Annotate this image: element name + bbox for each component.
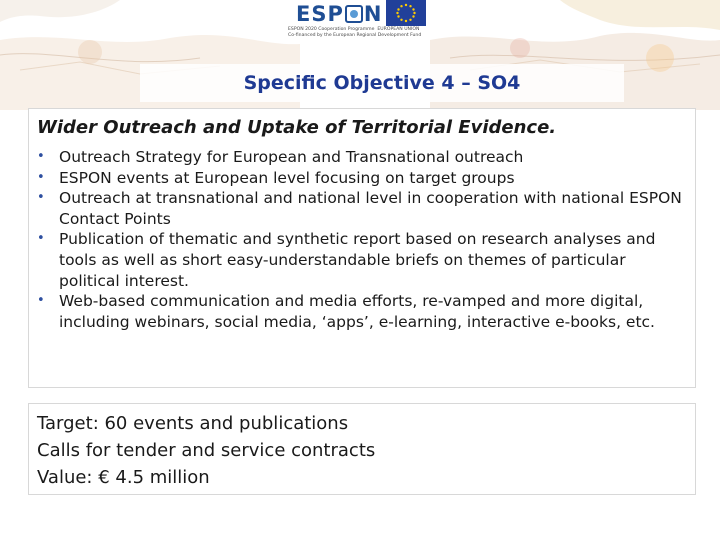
bullet-text: Web-based communication and media efforts, re-vamped and more digital, including webinars, social media, ‘apps’, e-learning, interactive e-books, etc. [59, 292, 655, 331]
bullet-text: Publication of thematic and synthetic report based on research analyses and tools as well as short easy-understandable briefs on themes of particular political interest. [59, 230, 656, 290]
title-band [140, 64, 624, 102]
bullet-text: ESPON events at European level focusing on target groups [59, 168, 515, 187]
eu-flag-icon [386, 0, 426, 26]
eu-label: EUROPEAN UNION [377, 27, 420, 32]
list-item [29, 147, 689, 168]
bullet-icon: • [37, 231, 45, 247]
target-line: Target: 60 events and publications [37, 413, 349, 434]
programme-line-1: ESPON 2020 Cooperation Programme [288, 27, 375, 32]
objectives-panel [28, 108, 696, 388]
bullet-icon: • [37, 149, 45, 164]
summary-lines [37, 410, 375, 491]
bullet-text: Outreach Strategy for European and Transnational outreach [59, 148, 524, 166]
summary-panel [28, 403, 696, 495]
logo-caption [288, 27, 421, 39]
espon-logo [268, 0, 428, 44]
bullet-icon: • [37, 293, 45, 309]
section-heading: Wider Outreach and Uptake of Territorial Evidence. [37, 117, 557, 138]
logo-text-right: N [363, 2, 383, 26]
calls-line: Calls for tender and service contracts [37, 440, 376, 461]
bullet-icon: • [37, 190, 45, 206]
list-item [29, 229, 689, 291]
logo-wordmark [296, 2, 382, 26]
slide-title: Specific Objective 4 – SO4 [243, 72, 521, 94]
list-item [29, 291, 689, 332]
bullet-list [29, 147, 689, 332]
logo-text-left: ESP [296, 2, 344, 26]
list-item [29, 188, 689, 229]
bullet-icon: • [37, 169, 45, 185]
logo-o-icon [345, 5, 363, 23]
programme-line-2: Co-financed by the European Regional Development Fund [288, 33, 422, 38]
bullet-text: Outreach at transnational and national level in cooperation with national ESPON Contact Points [59, 189, 682, 228]
value-line: Value: € 4.5 million [37, 467, 210, 488]
list-item [29, 168, 689, 189]
